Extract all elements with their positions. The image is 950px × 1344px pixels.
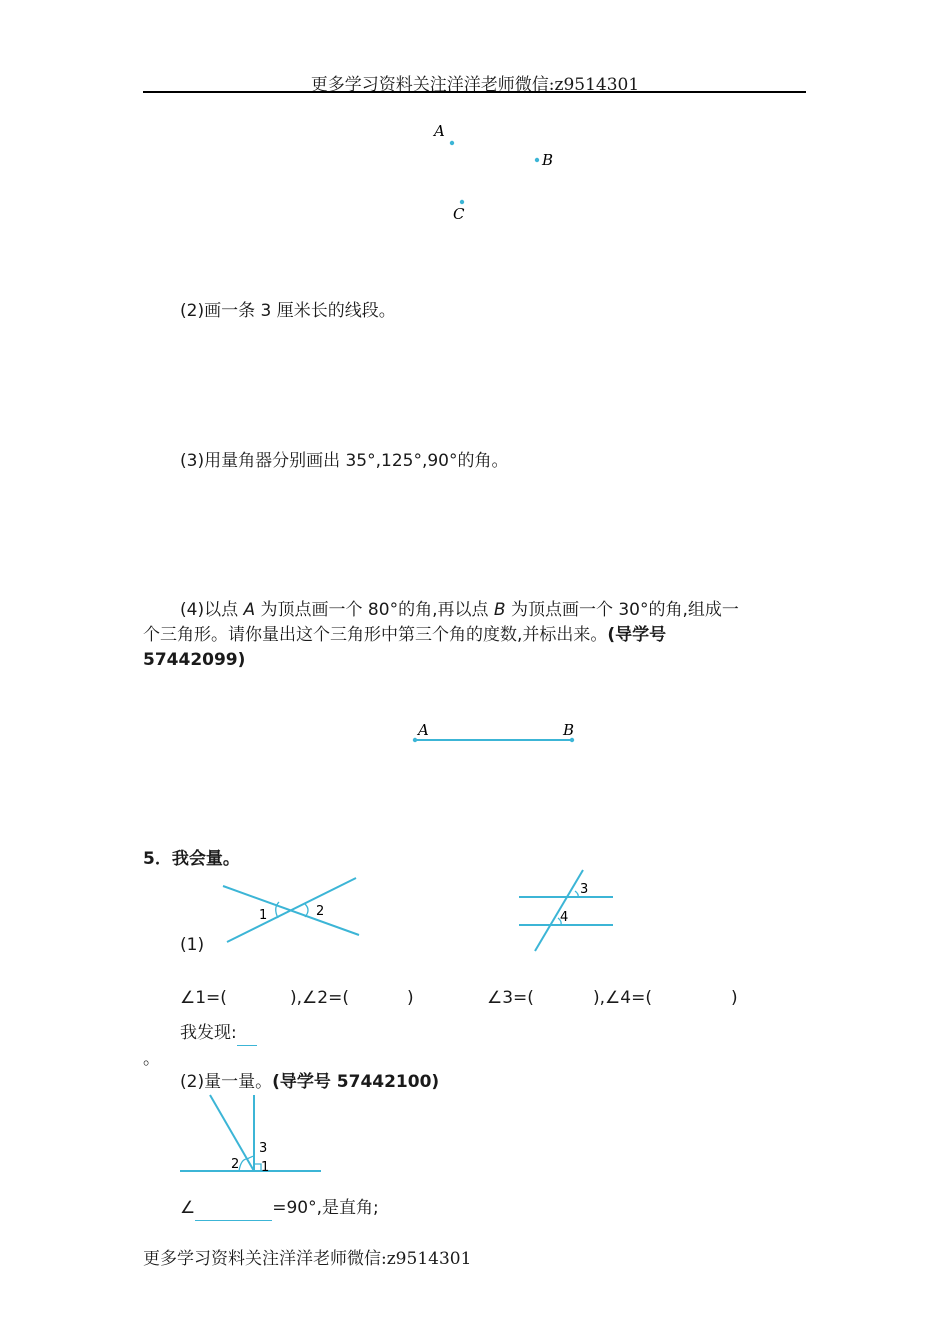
angle-2-label-b: 2 (231, 1157, 240, 1172)
q4-suffix: 为顶点画一个 30°的角,组成一 (505, 600, 739, 620)
segment-label-b: B (563, 721, 575, 739)
q4-point-b: B (493, 600, 506, 620)
parallel-lines-figure (515, 865, 620, 955)
point-b-label: B (542, 151, 554, 169)
angle-3-label-b: 3 (259, 1141, 268, 1156)
angle-2-arc-b (239, 1159, 247, 1171)
right-angle-blank[interactable] (195, 1200, 272, 1221)
section-5-title: 5．我会量。 (143, 849, 240, 869)
angle-3-label: 3 (580, 882, 589, 897)
part-1-label: (1) (180, 935, 205, 955)
q4-point-a: A (243, 600, 256, 620)
angle-4-answer: ),∠4=( (593, 988, 652, 1008)
segment-point-a (413, 738, 417, 742)
q4-guide-label: (导学号 (607, 625, 667, 645)
angle-suffix: =90°,是直角; (272, 1198, 379, 1218)
angle-3-answer: ∠3=( (487, 988, 534, 1008)
part-2-label: (2)量一量。 (180, 1072, 273, 1092)
crossing-line-2 (227, 878, 356, 942)
point-a (450, 141, 454, 145)
q4-line2-text: 个三角形。请你量出这个三角形中第三个角的度数,并标出来。 (143, 625, 608, 645)
segment-label-a: A (418, 721, 429, 739)
points-figure (420, 115, 560, 225)
transversal-line (535, 870, 583, 951)
page-footer: 更多学习资料关注洋洋老师微信:z9514301 (143, 1249, 472, 1269)
q4-guide-number: 57442099) (143, 650, 246, 670)
page-header: 更多学习资料关注洋洋老师微信:z9514301 (310, 75, 640, 95)
question-2: (2)画一条 3 厘米长的线段。 (180, 301, 396, 321)
discover-label: 我发现: (180, 1023, 237, 1043)
q4-mid: 为顶点画一个 80°的角,再以点 (255, 600, 494, 620)
angle-1-label: 1 (259, 908, 268, 923)
angle-2-close: ) (407, 988, 414, 1008)
question-4-line2 (143, 622, 666, 648)
angle-3-arc-b (247, 1156, 254, 1159)
question-4-line1 (180, 597, 739, 623)
point-c-label: C (453, 205, 465, 223)
angle-1-label-b: 1 (261, 1160, 270, 1175)
part-2-guide: (导学号 57442100) (272, 1072, 440, 1092)
discover-end: 。 (143, 1049, 160, 1069)
crossing-lines-figure (215, 872, 365, 947)
angle-2-answer: ),∠2=( (290, 988, 349, 1008)
q4-prefix: (4)以点 (180, 600, 244, 620)
header-rule (143, 91, 806, 93)
discover-blank[interactable] (237, 1025, 257, 1046)
right-angle-answer (180, 1195, 379, 1221)
right-angle-mark (254, 1164, 261, 1171)
point-a-label: A (434, 122, 445, 140)
point-c (460, 200, 464, 204)
point-b (535, 158, 539, 162)
angle-1-answer: ∠1=( (180, 988, 227, 1008)
segment-ab-figure (405, 716, 590, 751)
angle-2-label: 2 (316, 904, 325, 919)
angle-measure-figure (175, 1090, 330, 1178)
angle-4-close: ) (731, 988, 738, 1008)
angle-4-label: 4 (560, 910, 569, 925)
discover-line (180, 1020, 257, 1046)
question-3: (3)用量角器分别画出 35°,125°,90°的角。 (180, 451, 509, 471)
angle-prefix: ∠ (180, 1198, 196, 1218)
